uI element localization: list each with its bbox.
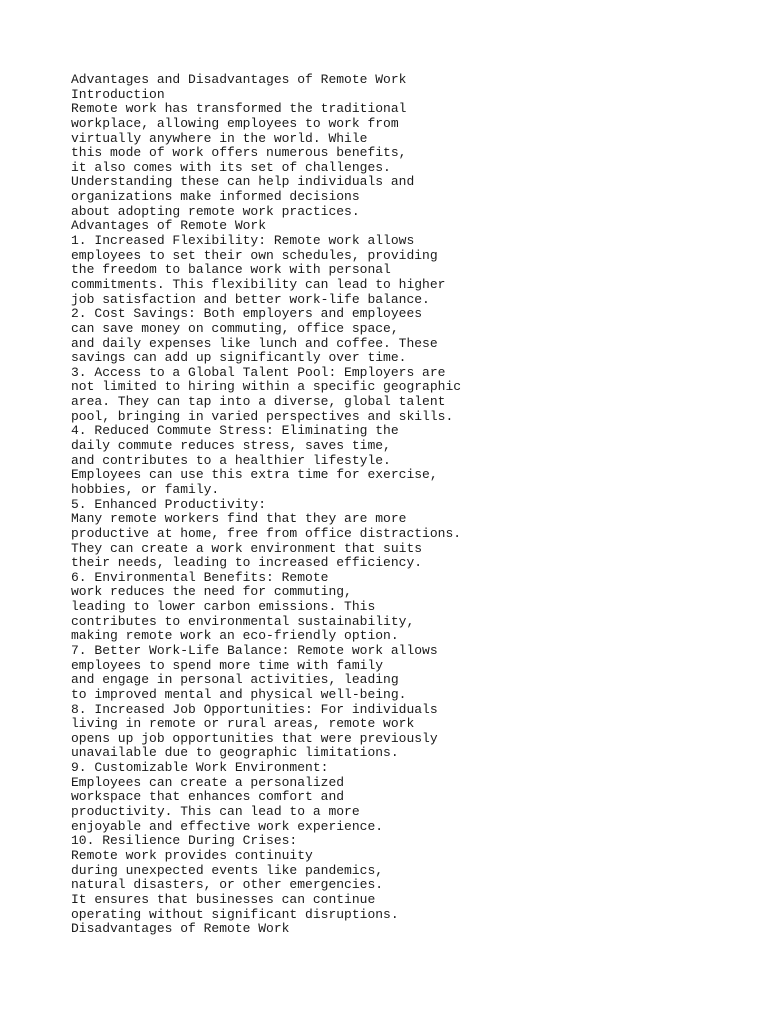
text-line: it also comes with its set of challenges. (71, 159, 391, 175)
text-line: virtually anywhere in the world. While (71, 130, 368, 146)
list-item-line: 6. Environmental Benefits: Remote (71, 569, 329, 585)
text-line: contributes to environmental sustainability, (71, 613, 415, 629)
text-line: can save money on commuting, office space, (71, 320, 399, 336)
text-line: pool, bringing in varied perspectives and skills. (71, 408, 454, 424)
list-item-line: 2. Cost Savings: Both employers and employees (71, 306, 423, 322)
text-line: commitments. This flexibility can lead to higher (71, 276, 446, 292)
text-line: and daily expenses like lunch and coffee. These (71, 335, 438, 351)
text-line: They can create a work environment that suits (71, 540, 423, 556)
text-line: to improved mental and physical well-being. (71, 686, 407, 702)
text-line: and contributes to a healthier lifestyle. (71, 452, 391, 468)
text-line: organizations make informed decisions (71, 189, 360, 205)
list-item-line: 5. Enhanced Productivity: (71, 496, 267, 512)
text-line: hobbies, or family. (71, 481, 220, 497)
text-line: It ensures that businesses can continue (71, 891, 376, 907)
text-line: employees to set their own schedules, providing (71, 247, 438, 263)
text-line: Remote work has transformed the traditional (71, 101, 407, 117)
text-line: and engage in personal activities, leading (71, 672, 399, 688)
list-item-line: 9. Customizable Work Environment: (71, 760, 329, 776)
text-line: employees to spend more time with family (71, 657, 384, 673)
text-line: making remote work an eco-friendly option. (71, 628, 399, 644)
text-line: Employees can use this extra time for exercise, (71, 467, 438, 483)
text-line: living in remote or rural areas, remote work (71, 716, 415, 732)
text-line: the freedom to balance work with personal (71, 262, 391, 278)
text-line: their needs, leading to increased efficiency. (71, 555, 423, 571)
text-line: enjoyable and effective work experience. (71, 818, 384, 834)
text-line: operating without significant disruptions. (71, 906, 399, 922)
section-heading-advantages: Advantages of Remote Work (71, 218, 267, 234)
document-title: Advantages and Disadvantages of Remote Work (71, 72, 407, 87)
text-line: during unexpected events like pandemics, (71, 862, 384, 878)
text-line: area. They can tap into a diverse, global talent (71, 394, 446, 410)
list-item-line: 10. Resilience During Crises: (71, 833, 298, 849)
section-heading-disadvantages: Disadvantages of Remote Work (71, 921, 290, 937)
text-line: Understanding these can help individuals and (71, 174, 415, 190)
text-line: daily commute reduces stress, saves time, (71, 438, 391, 454)
text-line: opens up job opportunities that were previously (71, 730, 438, 746)
document-page (71, 73, 751, 937)
text-line: Employees can create a personalized (71, 774, 345, 790)
list-item-line: 4. Reduced Commute Stress: Eliminating the (71, 423, 399, 439)
text-line: not limited to hiring within a specific geographic (71, 379, 462, 395)
text-line: job satisfaction and better work-life balance. (71, 291, 430, 307)
list-item-line: 7. Better Work-Life Balance: Remote work allows (71, 642, 438, 658)
text-line: productivity. This can lead to a more (71, 804, 360, 820)
text-line: productive at home, free from office distractions. (71, 525, 462, 541)
text-line: about adopting remote work practices. (71, 203, 360, 219)
section-heading-introduction: Introduction (71, 86, 165, 102)
list-item-line: 8. Increased Job Opportunities: For individuals (71, 701, 438, 717)
text-line: work reduces the need for commuting, (71, 584, 352, 600)
text-line: leading to lower carbon emissions. This (71, 599, 376, 615)
text-line: savings can add up significantly over time. (71, 350, 407, 366)
text-line: workspace that enhances comfort and (71, 789, 345, 805)
list-item-line: 1. Increased Flexibility: Remote work allows (71, 233, 415, 249)
list-item-line: 3. Access to a Global Talent Pool: Employers are (71, 364, 446, 380)
text-line: Many remote workers find that they are more (71, 511, 407, 527)
text-line: workplace, allowing employees to work from (71, 115, 399, 131)
text-line: this mode of work offers numerous benefits, (71, 145, 407, 161)
text-line: natural disasters, or other emergencies. (71, 877, 384, 893)
text-line: Remote work provides continuity (71, 847, 313, 863)
text-line: unavailable due to geographic limitations. (71, 745, 399, 761)
